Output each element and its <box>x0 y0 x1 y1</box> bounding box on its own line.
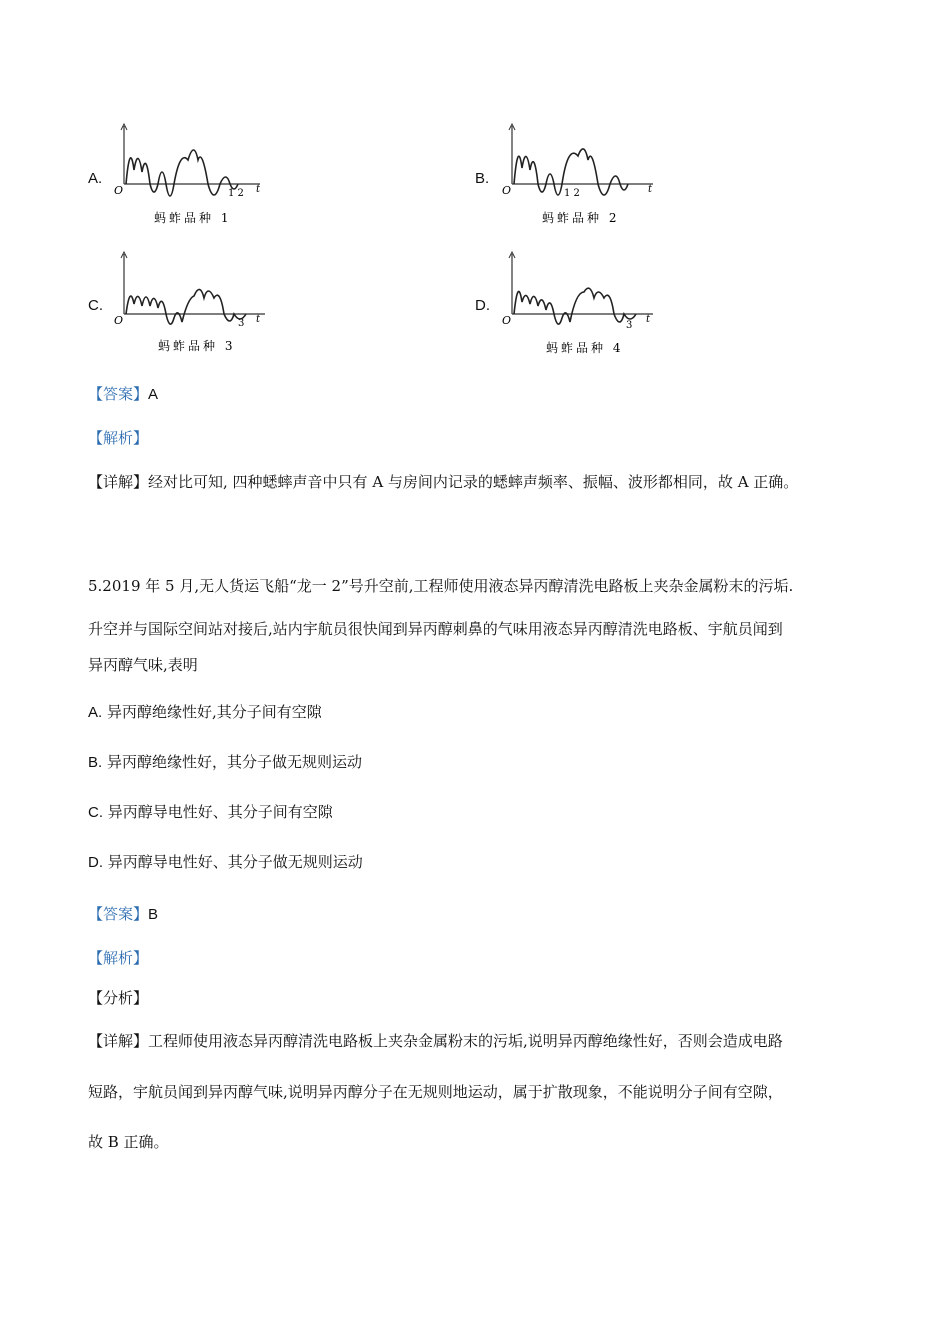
detail-tag: 【详解】 <box>88 1032 149 1050</box>
answer-tag: 【答案】 <box>88 385 149 403</box>
origin-label: O <box>502 184 512 197</box>
option-letter: D. <box>475 297 490 314</box>
detail-tag: 【详解】 <box>88 473 149 491</box>
answer-value: B <box>148 906 159 923</box>
detail-text: 工程师使用液态异丙醇清洗电路板上夹杂金属粉末的污垢,说明异丙醇绝缘性好，否则会造成电路 <box>148 1032 783 1050</box>
option-letter: B. <box>475 170 490 187</box>
origin-label: O <box>502 314 512 327</box>
choice-text: 异丙醇绝缘性好，其分子做无规则运动 <box>106 753 362 771</box>
choice-letter: A. <box>88 704 103 721</box>
q5-stem-line-2: 升空并与国际空间站对接后,站内宇航员很快闻到异丙醇刺鼻的气味用液态异丙醇清洗电路板、宇航员闻到 <box>88 620 783 638</box>
waveform-graph-b <box>498 120 663 230</box>
choice-letter: B. <box>88 754 103 771</box>
t-axis-label: t <box>256 314 261 325</box>
end-label: 3 <box>238 318 245 329</box>
origin-label: O <box>114 184 124 197</box>
choice-letter: D. <box>88 854 103 871</box>
t-axis-label: t <box>648 184 653 195</box>
q5-fenxi-tag: 【分析】 <box>88 989 149 1007</box>
q4-answer <box>88 383 158 404</box>
q5-answer <box>88 903 158 924</box>
t-axis-label: t <box>256 184 261 195</box>
detail-text: 经对比可知, 四种蟋蟀声音中只有 A 与房间内记录的蟋蟀声频率、振幅、波形都相同，故 A 正确。 <box>148 473 799 491</box>
choice-text: 异丙醇导电性好、其分子做无规则运动 <box>107 853 363 871</box>
graph-caption: 蚂蚱品种 1 <box>154 211 232 225</box>
waveform-graph-c <box>110 248 275 358</box>
choice-letter: C. <box>88 804 103 821</box>
q5-detail-line-1 <box>88 1030 783 1051</box>
choice-text: 异丙醇导电性好、其分子间有空隙 <box>107 803 333 821</box>
waveform-graph-d <box>498 248 663 358</box>
graph-caption: 蚂蚱品种 3 <box>158 339 236 353</box>
q5-analysis-tag: 【解析】 <box>88 949 149 967</box>
q4-analysis-tag: 【解析】 <box>88 429 149 447</box>
origin-label: O <box>114 314 124 327</box>
q5-stem-line-1: 5.2019 年 5 月,无人货运飞船“龙一 2”号升空前,工程师使用液态异丙醇清洗电路板上夹杂金属粉末的污垢. <box>88 577 794 595</box>
q5-choice-c <box>88 801 333 822</box>
end-label: 1 2 <box>564 188 580 199</box>
end-label: 1 2 <box>228 188 244 199</box>
option-letter: A. <box>88 170 103 187</box>
end-label: 3 <box>626 320 633 331</box>
q5-choice-d <box>88 851 363 872</box>
graph-caption: 蚂蚱品种 2 <box>542 211 620 225</box>
choice-text: 异丙醇绝缘性好,其分子间有空隙 <box>106 703 322 721</box>
q5-stem-line-3: 异丙醇气味,表明 <box>88 656 198 674</box>
q5-detail-line-3: 故 B 正确。 <box>88 1133 169 1151</box>
option-letter: C. <box>88 297 103 314</box>
graph-caption: 蚂蚱品种 4 <box>546 341 624 355</box>
q5-detail-line-2: 短路，宇航员闻到异丙醇气味,说明异丙醇分子在无规则地运动，属于扩散现象，不能说明分子间有空隙， <box>88 1083 783 1101</box>
answer-value: A <box>148 386 159 403</box>
answer-tag: 【答案】 <box>88 905 149 923</box>
t-axis-label: t <box>646 314 651 325</box>
q5-choice-b <box>88 751 362 772</box>
waveform-graph-a <box>110 120 270 230</box>
q4-detail <box>88 471 798 492</box>
q5-choice-a <box>88 701 322 722</box>
